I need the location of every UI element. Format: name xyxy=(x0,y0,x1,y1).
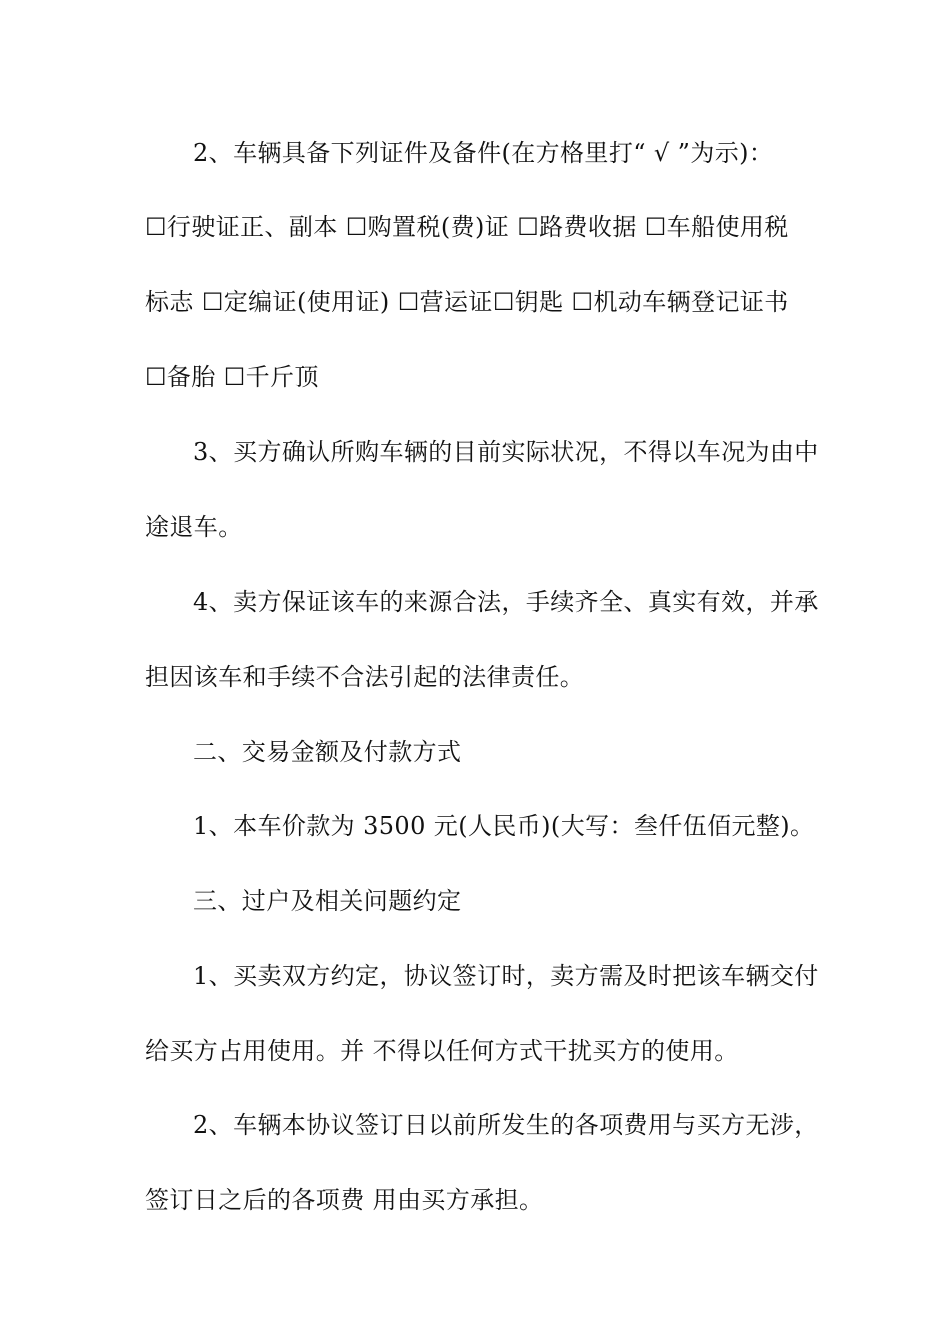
paragraph-line: 标志 ☐定编证(使用证) ☐营运证☐钥匙 ☐机动车辆登记证书 xyxy=(145,288,789,316)
paragraph-line: 1、买卖双方约定，协议签订时，卖方需及时把该车辆交付 xyxy=(193,962,819,990)
paragraph-line: 给买方占用使用。并 不得以任何方式干扰买方的使用。 xyxy=(145,1037,739,1065)
paragraph-line: 4、卖方保证该车的来源合法，手续齐全、真实有效，并承 xyxy=(193,588,819,616)
paragraph-line: 2、车辆具备下列证件及备件(在方格里打“ √ ”为示)： xyxy=(193,139,774,167)
paragraph-line: 担因该车和手续不合法引起的法律责任。 xyxy=(145,663,585,691)
section-heading: 三、过户及相关问题约定 xyxy=(193,887,462,915)
section-heading: 二、交易金额及付款方式 xyxy=(193,738,462,766)
paragraph-line: 1、本车价款为 3500 元(人民币)(大写：叁仟伍佰元整)。 xyxy=(193,812,815,840)
paragraph-line: ☐行驶证正、副本 ☐购置税(费)证 ☐路费收据 ☐车船使用税 xyxy=(145,213,789,241)
paragraph-line: 3、买方确认所购车辆的目前实际状况，不得以车况为由中 xyxy=(193,438,819,466)
paragraph-line: 签订日之后的各项费 用由买方承担。 xyxy=(145,1186,544,1214)
paragraph-line: ☐备胎 ☐千斤顶 xyxy=(145,363,319,391)
paragraph-line: 途退车。 xyxy=(145,513,243,541)
paragraph-line: 2、车辆本协议签订日以前所发生的各项费用与买方无涉， xyxy=(193,1111,819,1139)
